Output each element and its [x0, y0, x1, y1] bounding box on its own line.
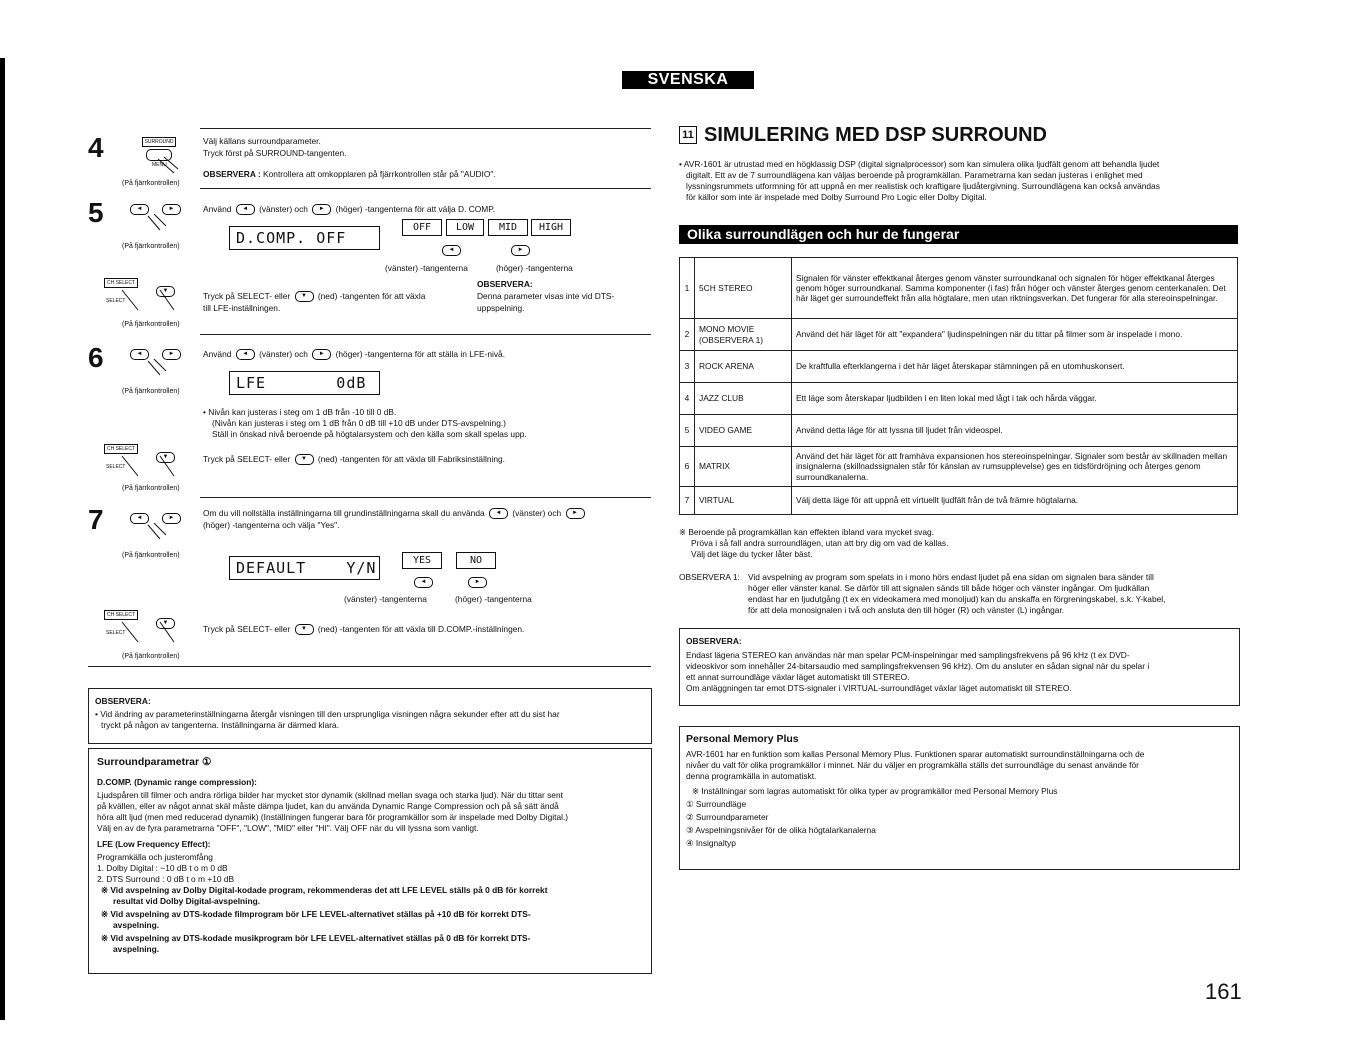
mode-name: 5CH STEREO [695, 258, 792, 319]
down-arrow-icon: ▼ [295, 624, 314, 635]
lfe-text: Programkälla och justeromfång [97, 852, 213, 862]
mode-number: 3 [680, 351, 695, 383]
left-key-caption: (vänster) -tangenterna [385, 263, 468, 273]
bullet-text: • Nivån kan justeras i steg om 1 dB från -10 till 0 dB. [203, 407, 397, 417]
dcomp-text: Välj en av de fyra parametrarna "OFF", "LOW", "MID" eller "HI". Välj OFF när du vill lyssna som vanligt. [97, 823, 479, 833]
lcd-display: DEFAULT Y/N [229, 556, 380, 580]
mode-description: De kraftfulla efterklangerna i det här läget återskapar stämningen på en utomhuskonsert. [792, 351, 1238, 383]
params-title: Surroundparametrar ① [97, 756, 212, 768]
down-arrow-icon: ▼ [156, 452, 175, 463]
right-arrow-icon: ► [312, 204, 331, 215]
observera-text: videoskivor som innehåller 24-bitarsaudio med samplingsfrekvensen 96 kHz). Om du ansluter en sådan signal när du spelar i [686, 661, 1150, 671]
remote-ch-select-illustration [104, 442, 196, 492]
personal-memory-plus-box [679, 726, 1240, 870]
remote-surround-button-illustration [112, 133, 204, 187]
pmp-list-item: ① Surroundläge [686, 799, 747, 809]
lfe-title: LFE (Low Frequency Effect): [97, 839, 211, 849]
option-no: NO [456, 552, 496, 569]
step-6-number: 6 [88, 342, 104, 373]
text: Tryck på SELECT- eller [203, 624, 291, 634]
left-arrow-icon: ◄ [130, 513, 149, 524]
mode-number: 7 [680, 487, 695, 515]
intro-text: för källor som inte är inspelade med Dolby Surround Pro Logic eller Dolby Digital. [686, 192, 987, 202]
right-key-caption: (höger) -tangenterna [496, 263, 573, 273]
mode-description: Använd det här läget för att "expandera" ljudinspelningen när du tittar på filmer som är inspelade i mono. [792, 319, 1238, 351]
text: Tryck på SELECT- eller [203, 454, 291, 464]
note-text: Kontrollera att omkopplaren på fjärrkontrollen står på "AUDIO". [263, 169, 496, 179]
left-arrow-icon: ◄ [414, 577, 433, 588]
option-off: OFF [402, 219, 442, 236]
mode-number: 4 [680, 383, 695, 415]
left-arrow-icon: ◄ [489, 508, 508, 519]
lcd-display: LFE 0dB [229, 371, 380, 395]
footnote-text: ※ Beroende på programkällan kan effekten ibland vara mycket svag. [679, 527, 934, 537]
intro-text: lyssningsrummets utformning för att uppnå en mer realistisk och kraftigare ljudåtergivning. Surroundlägena kan också användas [686, 181, 1160, 191]
bullet-text: Ställ in önskad nivå beroende på högtalarsystem och den källa som skall spelas upp. [212, 429, 527, 439]
warning-text: avspelning. [113, 944, 160, 954]
step-7-text-2: (höger) -tangenterna och välja "Yes". [203, 520, 340, 530]
remote-caption: (På fjärrkontrollen) [122, 552, 180, 559]
table-row [680, 383, 1238, 415]
down-arrow-icon: ▼ [156, 286, 175, 297]
page-number: 161 [1205, 979, 1242, 1004]
remote-caption: (På fjärrkontrollen) [122, 485, 180, 492]
divider [200, 497, 651, 498]
surround-parameters-box [88, 748, 652, 974]
right-arrow-icon: ► [162, 349, 181, 360]
option-high: HIGH [531, 219, 571, 236]
down-arrow-icon: ▼ [295, 291, 314, 302]
table-row [680, 415, 1238, 447]
step-4-note [203, 169, 496, 180]
text: (ned) -tangenten för att växla till D.COMP.-inställningen. [317, 624, 525, 634]
language-banner: SVENSKA [622, 71, 754, 89]
note-label: OBSERVERA : [203, 169, 261, 179]
warning-text: ※ Vid avspelning av DTS-kodade musikprogram bör LFE LEVEL-alternativet ställas på 0 dB för korrekt DTS- [101, 933, 531, 943]
observera-box [679, 628, 1240, 706]
down-arrow-icon: ▼ [156, 618, 175, 629]
remote-caption: (På fjärrkontrollen) [122, 243, 180, 250]
option-low: LOW [446, 219, 484, 236]
divider [88, 666, 651, 667]
surround-modes-table [679, 257, 1238, 515]
warning-text: ※ Vid avspelning av Dolby Digital-kodade program, rekommenderas det att LFE LEVEL ställs på 0 dB för korrekt [101, 885, 548, 895]
step-4-number: 4 [88, 132, 104, 163]
mode-name: MONO MOVIE (OBSERVERA 1) [695, 319, 792, 351]
select-instruction [203, 624, 524, 635]
hand-pointer-icon [120, 288, 180, 316]
bullet-text: (Nivån kan justeras i steg om 1 dB från 0 dB till +10 dB under DTS-avspelning.) [212, 418, 506, 428]
intro-text: digitalt. Ett av de 7 surroundlägena kan väljas beroende på programkällan. Parametrarna kan sedan justeras i enlighet med [686, 170, 1143, 180]
text: (ned) -tangenten för att växla till Fabriksinställning. [317, 454, 505, 464]
option-yes: YES [402, 552, 442, 569]
step-5-text [203, 204, 495, 215]
mode-description: Välj detta läge för att uppnå ett virtuellt ljudfält från de två främre högtalarna. [792, 487, 1238, 515]
mode-name: ROCK ARENA [695, 351, 792, 383]
right-arrow-icon: ► [566, 508, 585, 519]
pmp-title: Personal Memory Plus [686, 733, 799, 745]
hand-pointer-icon [146, 214, 172, 236]
step-7-text [203, 508, 587, 519]
mode-description: Använd detta läge för att lyssna till ljudet från videospel. [792, 415, 1238, 447]
mode-number: 5 [680, 415, 695, 447]
pmp-list-item: ③ Avspelningsnivåer för de olika högtalarkanalerna [686, 825, 876, 835]
select-instruction [203, 291, 425, 302]
menu-key-label: MENU [152, 162, 167, 168]
note-title: OBSERVERA: [95, 696, 151, 706]
remote-cursor-buttons-illustration [112, 200, 204, 250]
text: (vänster) och [259, 204, 308, 214]
footnote-text: Välj det läge du tycker låter bäst. [691, 549, 813, 559]
mode-name: VIDEO GAME [695, 415, 792, 447]
mode-description: Ett läge som återskapar ljudbilden i en liten lokal med lågt i tak och hårda väggar. [792, 383, 1238, 415]
step-7-number: 7 [88, 504, 104, 535]
text: Om du vill nollställa inställningarna till grundinställningarna skall du använda [203, 508, 485, 518]
hand-pointer-icon [120, 454, 180, 482]
table-row [680, 487, 1238, 515]
remote-ch-select-illustration [104, 608, 196, 660]
step-4-text-1: Välj källans surroundparameter. [203, 136, 321, 146]
section-number-box: 11 [679, 126, 697, 144]
mode-description: Signalen för vänster effektkanal återges genom vänster surroundkanal och signalen för höger effektkanal återges genom höger surroundkanal. Samma komponenter (i fas) från höger och vänster återges genom centerkanalen. Det här läget ger surroundeffekt från alla högtalare, men utan riktningsverkan. Det fungerar för alla stereoinspelningar. [792, 258, 1238, 319]
left-arrow-icon: ◄ [442, 245, 461, 256]
left-key-caption: (vänster) -tangenterna [344, 594, 427, 604]
mode-number: 2 [680, 319, 695, 351]
note-text: • Vid ändring av parameterinställningarna återgår visningen till den ursprungliga visningen några sekunder efter att du sist har [95, 709, 560, 719]
pmp-list-item: ② Surroundparameter [686, 812, 769, 822]
mode-description: Använd det här läget för att framhäva expansionen hos stereoinspelningar. Signaler som består av skillnaden mellan insignalerna (skillnadssignalen står för känslan av rumsupplevelse) ges en tidsfördröjning och återges genom surroundkanalerna. [792, 447, 1238, 487]
hand-pointer-icon [156, 155, 186, 177]
step-6-text [203, 349, 505, 360]
select-key-label: SELECT [106, 464, 126, 470]
note-text: tryckt på någon av tangenterna. Inställningarna är därmed klara. [101, 720, 339, 730]
note-text: Denna parameter visas inte vid DTS- [477, 291, 615, 301]
right-arrow-icon: ► [312, 349, 331, 360]
dcomp-text: på kvällen, eller av något annat skäl måste dämpa ljudet, kan du använda Dynamic Range Compression och på så sätt ändå [97, 801, 559, 811]
text: (ned) -tangenten för att växla [317, 291, 426, 301]
observera-text: ett annat surroundläge växlar läget automatiskt till STEREO. [686, 672, 910, 682]
divider [200, 334, 651, 335]
right-key-caption: (höger) -tangenterna [455, 594, 532, 604]
pmp-text: denna programkälla in automatiskt. [686, 771, 817, 781]
intro-text: • AVR-1601 är utrustad med en högklassig DSP (digital signalprocessor) som kan simulera olika ljudfält genom att behandla ljudet [679, 159, 1160, 169]
table-row [680, 447, 1238, 487]
page-edge-bar [0, 58, 5, 1020]
mode-name: JAZZ CLUB [695, 383, 792, 415]
option-mid: MID [488, 219, 528, 236]
remote-ch-select-illustration [104, 276, 196, 328]
left-arrow-icon: ◄ [236, 349, 255, 360]
remote-caption: (På fjärrkontrollen) [122, 321, 180, 328]
left-arrow-icon: ◄ [130, 349, 149, 360]
step-4-text-2: Tryck först på SURROUND-tangenten. [203, 148, 347, 158]
text: Nivån kan justeras i steg om 1 dB från -10 till 0 dB. [208, 407, 397, 417]
left-arrow-icon: ◄ [236, 204, 255, 215]
remote-cursor-buttons-illustration [112, 509, 204, 559]
observera-text: Endast lägena STEREO kan användas när man spelar PCM-inspelningar med samplingsfrekvens på 96 kHz (t ex DVD- [686, 650, 1130, 660]
down-arrow-icon: ▼ [295, 454, 314, 465]
text: Använd [203, 349, 232, 359]
dcomp-text: höra allt ljud (men med reducerad dynamik) (Inställningen fungerar bara för programkällor som är inspelade med Dolby Digital.) [97, 812, 569, 822]
table-row [680, 258, 1238, 319]
text: (höger) -tangenterna för att välja D. COMP. [335, 204, 496, 214]
warning-text: ※ Vid avspelning av DTS-kodade filmprogram bör LFE LEVEL-alternativet ställas på +10 dB för korrekt DTS- [101, 909, 531, 919]
footnote-text: Pröva i så fall andra surroundlägen, utan att bry dig om vad de kallas. [691, 538, 949, 548]
select-instruction [203, 454, 505, 465]
note-label: OBSERVERA: [477, 279, 533, 289]
observera-text: Om anläggningen tar emot DTS-signaler i VIRTUAL-surroundläget växlar läget automatiskt till STEREO. [686, 683, 1072, 693]
pmp-text: AVR-1601 har en funktion som kallas Personal Memory Plus. Funktionen sparar automatiskt surroundinställningarna och de [686, 749, 1145, 759]
section-title: SIMULERING MED DSP SURROUND [704, 124, 1047, 146]
warning-text: avspelning. [113, 920, 160, 930]
select-key-label: SELECT [106, 298, 126, 304]
dcomp-text: Ljudspåren till filmer och andra rörliga bilder har mycket stor dynamik (skillnad mellan svaga och starka ljud). När du tittar sent [97, 790, 563, 800]
lcd-display: D.COMP. OFF [229, 226, 380, 250]
ch-select-label: CH SELECT [104, 278, 138, 288]
text: (vänster) och [259, 349, 308, 359]
select-key-label: SELECT [106, 630, 126, 636]
hand-pointer-icon [146, 523, 172, 545]
dcomp-title: D.COMP. (Dynamic range compression): [97, 777, 257, 787]
hand-pointer-icon [146, 359, 172, 381]
obs1-text: Vid avspelning av program som spelats in i mono hörs endast ljudet på ena sidan om signalen bara sänder till [748, 572, 1154, 582]
pmp-list-item: ④ Insignaltyp [686, 838, 736, 848]
lfe-text: 1. Dolby Digital : −10 dB t o m 0 dB [97, 863, 228, 873]
remote-caption: (På fjärrkontrollen) [122, 180, 180, 187]
warning-text: resultat vid Dolby Digital-avspelning. [113, 896, 261, 906]
text: Tryck på SELECT- eller [203, 291, 291, 301]
ch-select-label: CH SELECT [104, 444, 138, 454]
mode-name: VIRTUAL [695, 487, 792, 515]
divider [200, 128, 651, 129]
note-text: uppspelning. [477, 303, 525, 313]
right-arrow-icon: ► [162, 513, 181, 524]
obs1-text: för att dela monosignalen i två och ansluta den till höger (R) och vänster (L) ingångar. [748, 605, 1065, 615]
hand-pointer-icon [120, 620, 180, 648]
right-arrow-icon: ► [511, 245, 530, 256]
text: Använd [203, 204, 232, 214]
ch-select-label: CH SELECT [104, 610, 138, 620]
note-box [88, 688, 652, 744]
right-arrow-icon: ► [468, 577, 487, 588]
surround-key-label: SURROUND [142, 137, 176, 147]
text: (höger) -tangenterna för att ställa in LFE-nivå. [335, 349, 506, 359]
mode-name: MATRIX [695, 447, 792, 487]
right-arrow-icon: ► [162, 204, 181, 215]
divider [200, 188, 651, 189]
lfe-text: 2. DTS Surround : 0 dB t o m +10 dB [97, 874, 235, 884]
mode-number: 1 [680, 258, 695, 319]
modes-table-title: Olika surroundlägen och hur de fungerar [679, 225, 1238, 244]
left-arrow-icon: ◄ [130, 204, 149, 215]
remote-caption: (På fjärrkontrollen) [122, 388, 180, 395]
obs1-text: endast har en ljudutgång (t ex en videokamera med monoljud) kan du anskaffa en förgreningskabel, s.k. Y-kabel, [748, 594, 1166, 604]
obs1-label: OBSERVERA 1: [679, 572, 740, 582]
pmp-text: nivåer du valt för olika programkällor i minnet. När du väljer en programkälla ställs det surroundläge du senast använde för [686, 760, 1139, 770]
step-5-number: 5 [88, 197, 104, 228]
mode-number: 6 [680, 447, 695, 487]
observera-title: OBSERVERA: [686, 636, 742, 646]
pmp-text: ※ Inställningar som lagras automatiskt för olika typer av programkällor med Personal Memory Plus [692, 786, 1058, 796]
select-instruction-2: till LFE-inställningen. [203, 303, 281, 313]
table-row [680, 351, 1238, 383]
remote-cursor-buttons-illustration [112, 345, 204, 395]
text: (vänster) och [512, 508, 562, 518]
obs1-text: höger eller vänster kanal. Se därför till att signalen sänds till både höger och vänster ingångar. Om ljudkällan [748, 583, 1150, 593]
table-row [680, 319, 1238, 351]
remote-caption: (På fjärrkontrollen) [122, 653, 180, 660]
